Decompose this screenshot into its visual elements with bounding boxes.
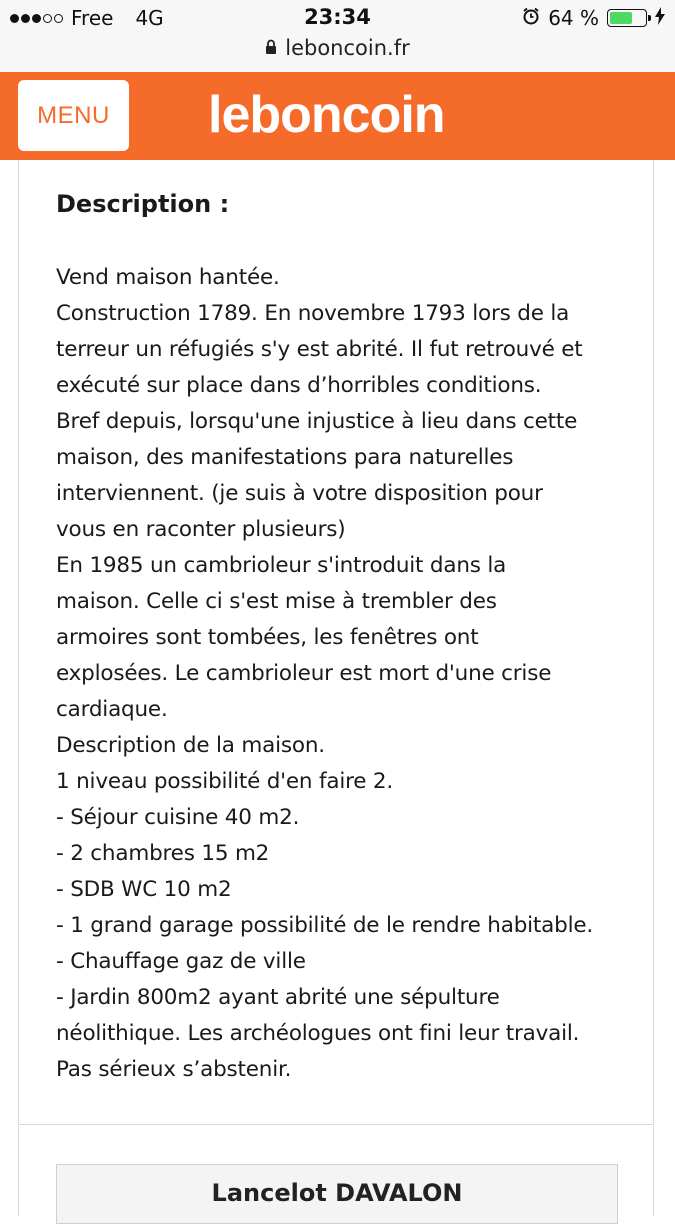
description-line: néolithique. Les archéologues ont fini leur travail. bbox=[56, 1021, 580, 1046]
description-line: maison, des manifestations para naturelles bbox=[56, 445, 514, 470]
description-line: 1 niveau possibilité d'en faire 2. bbox=[56, 769, 394, 794]
seller-name-box[interactable] bbox=[56, 1164, 618, 1224]
description-line: Vend maison hantée. bbox=[56, 265, 280, 290]
description-line: exécuté sur place dans d’horribles conditions. bbox=[56, 373, 542, 398]
description-line: - SDB WC 10 m2 bbox=[56, 877, 232, 902]
description-line: En 1985 un cambrioleur s'introduit dans la bbox=[56, 553, 507, 578]
description-line: terreur un réfugiés s'y est abrité. Il fut retrouvé et bbox=[56, 337, 583, 362]
description-line: - Chauffage gaz de ville bbox=[56, 949, 306, 974]
menu-button[interactable]: MENU bbox=[18, 80, 129, 151]
description-line: Bref depuis, lorsqu'une injustice à lieu dans cette bbox=[56, 409, 578, 434]
carrier-name: Free bbox=[71, 6, 114, 30]
status-time: 23:34 bbox=[304, 5, 371, 29]
description-line: Pas sérieux s’abstenir. bbox=[56, 1057, 292, 1082]
description-line: maison. Celle ci s'est mise à trembler des bbox=[56, 589, 497, 614]
description-line: Description de la maison. bbox=[56, 733, 325, 758]
description-line: interviennent. (je suis à votre disposition pour bbox=[56, 481, 543, 506]
charging-bolt-icon bbox=[655, 6, 665, 30]
description-line: - 2 chambres 15 m2 bbox=[56, 841, 270, 866]
site-header bbox=[0, 72, 675, 160]
description-line: - Séjour cuisine 40 m2. bbox=[56, 805, 300, 830]
battery-level bbox=[610, 12, 632, 24]
address-bar[interactable] bbox=[0, 36, 675, 72]
description-line: vous en raconter plusieurs) bbox=[56, 517, 346, 542]
description-heading: Description : bbox=[56, 190, 230, 218]
description-line: cardiaque. bbox=[56, 697, 168, 722]
battery-icon bbox=[607, 9, 647, 27]
description-text bbox=[56, 260, 636, 1088]
lock-icon bbox=[265, 36, 277, 60]
network-type: 4G bbox=[135, 6, 164, 30]
status-bar bbox=[0, 0, 675, 36]
description-line: - Jardin 800m2 ayant abrité une sépulture bbox=[56, 985, 500, 1010]
alarm-clock-icon bbox=[522, 6, 540, 30]
leboncoin-logo[interactable]: leboncoin bbox=[208, 86, 445, 144]
url-text[interactable]: leboncoin.fr bbox=[285, 36, 410, 60]
description-line: Construction 1789. En novembre 1793 lors de la bbox=[56, 301, 570, 326]
seller-name[interactable]: Lancelot DAVALON bbox=[211, 1179, 463, 1207]
description-line: - 1 grand garage possibilité de le rendre habitable. bbox=[56, 913, 594, 938]
description-line: explosées. Le cambrioleur est mort d'une crise bbox=[56, 661, 552, 686]
status-bar-right bbox=[522, 6, 665, 30]
description-line: armoires sont tombées, les fenêtres ont bbox=[56, 625, 479, 650]
battery-percent: 64 % bbox=[548, 6, 599, 30]
